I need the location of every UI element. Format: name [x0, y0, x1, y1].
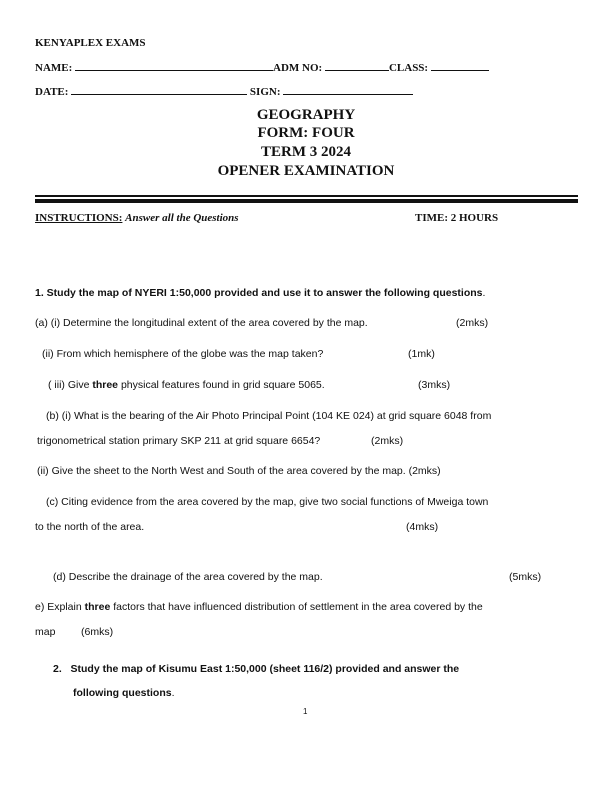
- q1-e-line2: map: [35, 626, 56, 638]
- adm-field[interactable]: [325, 61, 389, 71]
- q1-b-i-marks: (2mks): [371, 435, 404, 447]
- name-field[interactable]: [75, 61, 273, 71]
- q1-a-ii-marks: (1mk): [408, 348, 435, 360]
- time-allowed: TIME: 2 HOURS: [415, 212, 499, 224]
- term-title: TERM 3 2024: [261, 144, 351, 160]
- subject-title: GEOGRAPHY: [256, 107, 356, 123]
- q1-a-i: (a) (i) Determine the longitudinal extent of the area covered by the map.: [35, 317, 368, 329]
- q1-d: (d) Describe the drainage of the area covered by the map.: [53, 571, 323, 583]
- q1-e-line1: e) Explain three factors that have influenced distribution of settlement in the area covered by the: [35, 601, 483, 613]
- exam-title: OPENER EXAMINATION: [217, 163, 395, 179]
- q1-a-i-marks: (2mks): [456, 317, 489, 329]
- q2-line2: following questions.: [73, 687, 175, 699]
- q1-intro: 1. Study the map of NYERI 1:50,000 provided and use it to answer the following questions.: [35, 287, 486, 299]
- form-title: FORM: FOUR: [257, 125, 355, 141]
- q1-b-i-line1: (b) (i) What is the bearing of the Air Photo Principal Point (104 KE 024) at grid square 6048 from: [46, 410, 492, 422]
- adm-label: ADM NO:: [273, 62, 323, 74]
- q1-a-iii-marks: (3mks): [418, 379, 451, 391]
- divider-thin: [35, 195, 578, 197]
- q1-c-marks: (4mks): [406, 521, 439, 533]
- name-label: NAME:: [35, 62, 73, 74]
- q1-c-line2: to the north of the area.: [35, 521, 145, 533]
- divider-thick: [35, 199, 578, 203]
- date-label: DATE:: [35, 86, 69, 98]
- page-number: 1: [303, 707, 308, 716]
- q1-d-marks: (5mks): [509, 571, 542, 583]
- name-line: [35, 61, 489, 74]
- q1-a-iii: ( iii) Give three physical features found in grid square 5065.: [48, 379, 325, 391]
- q1-a-ii: (ii) From which hemisphere of the globe was the map taken?: [42, 348, 324, 360]
- instructions-text: Answer all the Questions: [125, 212, 239, 224]
- q1-b-i-line2: trigonometrical station primary SKP 211 at grid square 6654?: [37, 435, 321, 447]
- instructions-label: INSTRUCTIONS:: [35, 212, 123, 224]
- q1-c-line1: (c) Citing evidence from the area covered by the map, give two social functions of Mweiga town: [46, 496, 489, 508]
- sign-field[interactable]: [283, 85, 413, 95]
- instructions: [35, 212, 239, 224]
- date-field[interactable]: [71, 85, 247, 95]
- q1-b-ii: (ii) Give the sheet to the North West and South of the area covered by the map. (2mks): [37, 465, 441, 477]
- sign-label: SIGN:: [249, 86, 281, 98]
- school-name: KENYAPLEX EXAMS: [35, 37, 146, 49]
- class-label: CLASS:: [388, 62, 429, 74]
- date-line: [35, 85, 413, 98]
- class-field[interactable]: [431, 61, 489, 71]
- q2-line1: 2. Study the map of Kisumu East 1:50,000 (sheet 116/2) provided and answer the: [53, 663, 460, 675]
- q1-e-marks: (6mks): [81, 626, 114, 638]
